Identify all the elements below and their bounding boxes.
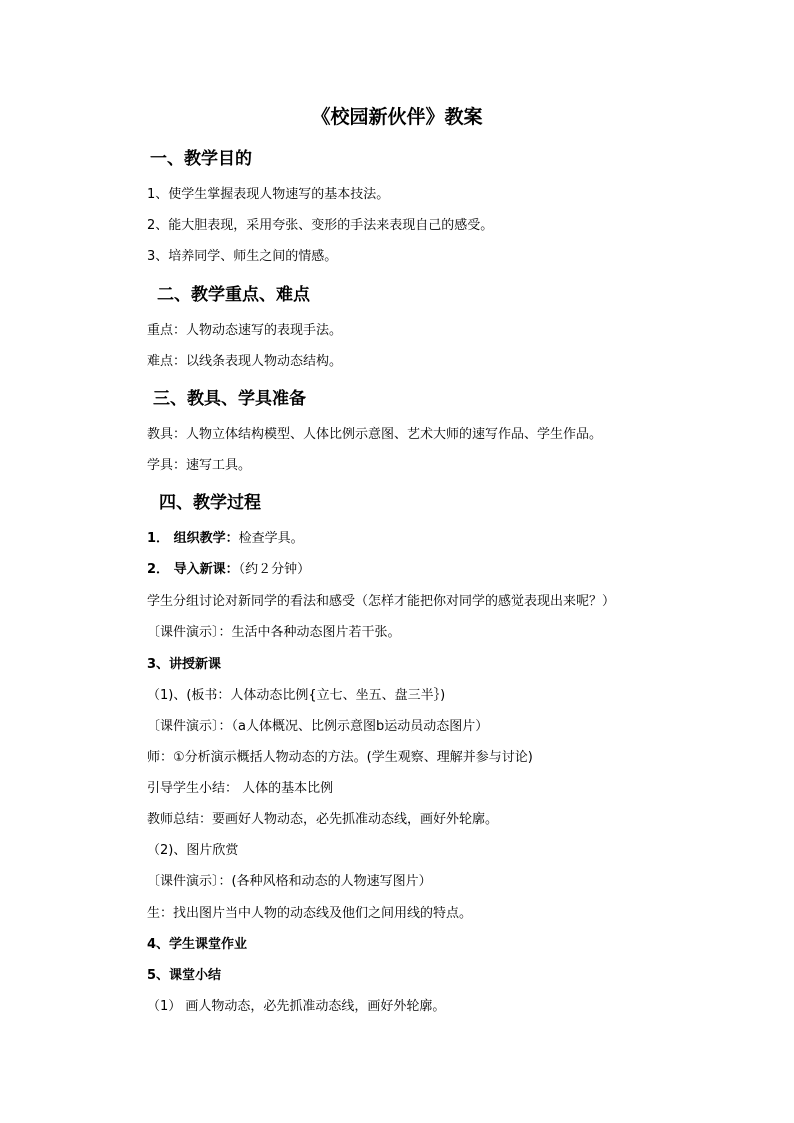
step-label: 2． 导入新课：: [147, 562, 239, 577]
process-subheading: 5、课堂小结: [147, 968, 222, 983]
key-point-item: 难点：以线条表现人物动态结构。: [147, 354, 343, 369]
process-line: 师：①分析演示概括人物动态的方法。(学生观察、理解并参与讨论): [147, 750, 533, 765]
section-heading-key-points: 二、教学重点、难点: [157, 285, 310, 305]
process-step-organize: [147, 529, 304, 549]
process-line: 〔课件演示〕：生活中各种动态图片若干张。: [147, 625, 401, 640]
step-label: 1． 组织教学：: [147, 531, 239, 546]
process-line: （1)、(板书：人体动态比例{立七、坐五、盘三半｝): [147, 688, 446, 703]
process-line: 〔课件演示〕：（a人体概况、比例示意图b运动员动态图片）: [147, 719, 489, 734]
step-text: 检查学具。: [238, 531, 304, 546]
process-line: 〔课件演示〕：(各种风格和动态的人物速写图片）: [147, 874, 432, 889]
process-step-intro: [147, 560, 310, 580]
step-text: （约２分钟）: [238, 562, 311, 577]
section-heading-objectives: 一、教学目的: [150, 149, 252, 169]
materials-item: 教具：人物立体结构模型、人体比例示意图、艺术大师的速写作品、学生作品。: [147, 427, 603, 442]
process-line: （1） 画人物动态，必先抓准动态线，画好外轮廓。: [147, 999, 446, 1014]
section-heading-materials: 三、教具、学具准备: [153, 389, 306, 409]
materials-item: 学具：速写工具。: [147, 458, 252, 473]
process-subheading: 4、学生课堂作业: [147, 937, 248, 952]
process-line: （2)、图片欣赏: [147, 843, 239, 858]
objective-item: 2、能大胆表现，采用夸张、变形的手法来表现自己的感受。: [147, 218, 494, 233]
section-heading-process: 四、教学过程: [159, 493, 261, 513]
document-title: 《校园新伙伴》教案: [311, 106, 483, 128]
process-line: 教师总结：要画好人物动态，必先抓准动态线，画好外轮廓。: [147, 812, 499, 827]
key-point-item: 重点：人物动态速写的表现手法。: [147, 323, 343, 338]
objective-item: 1、使学生掌握表现人物速写的基本技法。: [147, 187, 390, 202]
process-line: 学生分组讨论对新同学的看法和感受（怎样才能把你对同学的感觉表现出来呢？）: [147, 594, 616, 609]
objective-item: 3、培养同学、师生之间的情感。: [147, 249, 338, 264]
process-line: 引导学生小结： 人体的基本比例: [147, 781, 334, 796]
process-subheading: 3、讲授新课: [147, 657, 222, 672]
process-line: 生：找出图片当中人物的动态线及他们之间用线的特点。: [147, 906, 473, 921]
